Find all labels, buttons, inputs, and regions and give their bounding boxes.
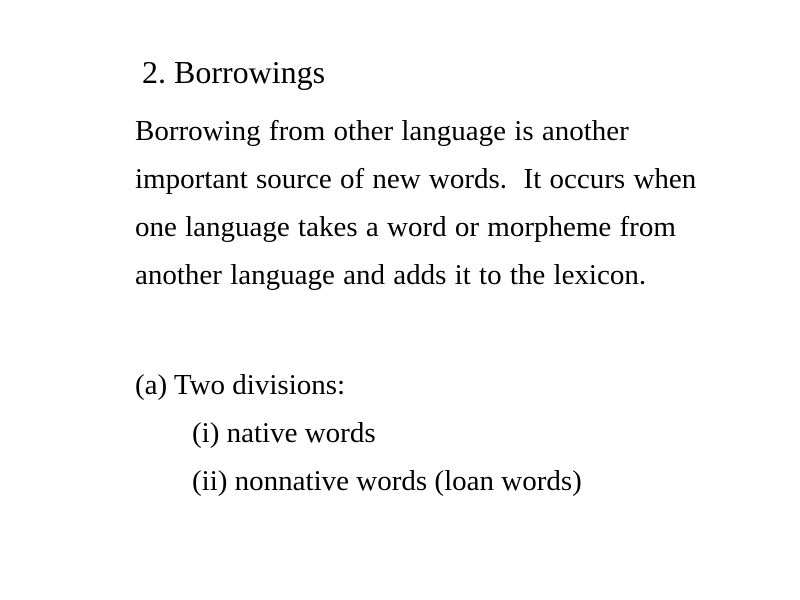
division-item-nonnative: (ii) nonnative words (loan words) <box>192 465 582 497</box>
division-item-native: (i) native words <box>192 417 376 449</box>
slide-title: 2. Borrowings <box>142 54 326 90</box>
paragraph-line: Borrowing from other language is another <box>135 115 629 147</box>
divisions-list <box>135 361 582 505</box>
paragraph-line: one language takes a word or morpheme from <box>135 211 676 243</box>
body-paragraph <box>135 107 795 299</box>
paragraph-line: another language and adds it to the lexicon. <box>135 259 647 291</box>
paragraph-line: important source of new words. It occurs when <box>135 163 697 195</box>
divisions-heading: (a) Two divisions: <box>135 369 346 401</box>
